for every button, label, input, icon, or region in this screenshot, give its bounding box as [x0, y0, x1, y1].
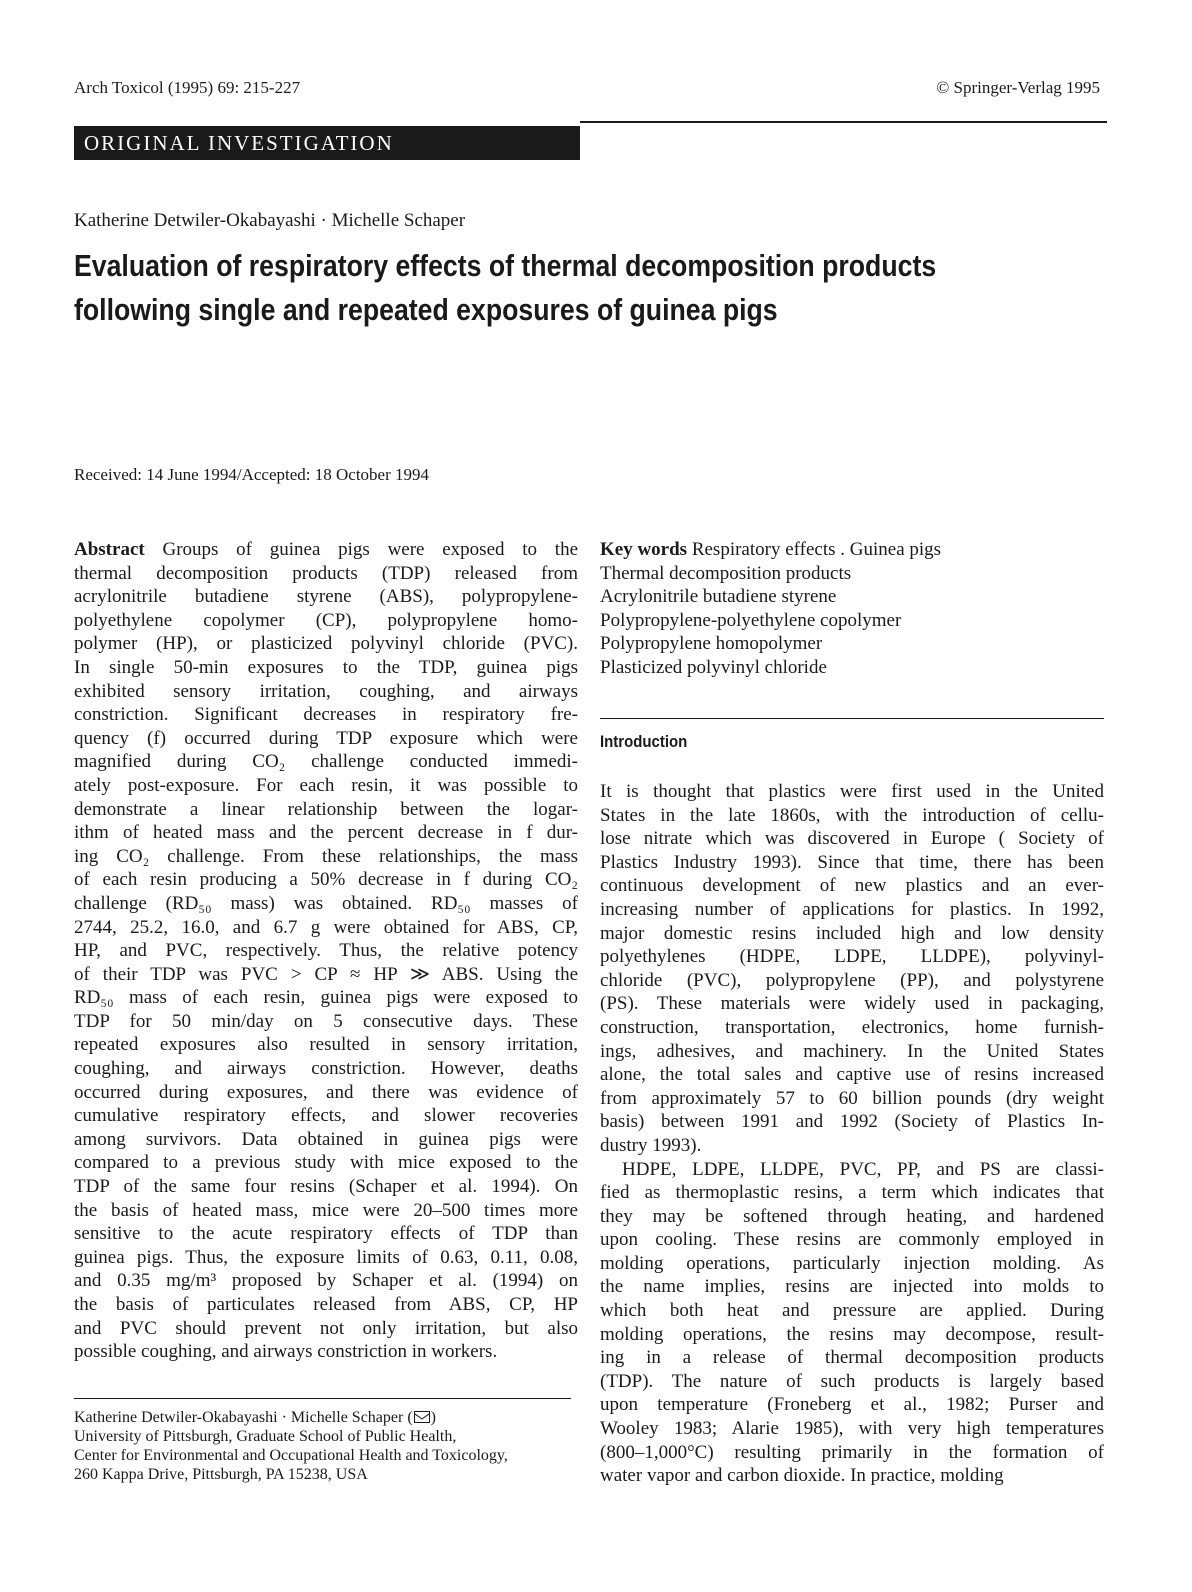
text-line: guinea pigs. Thus, the exposure limits of 0.63, 0.11, 0.08, — [74, 1246, 578, 1268]
text-line-content: Groups of guinea pigs were exposed to the — [162, 539, 578, 560]
text-line: increasing number of applications for plastics. In 1992, — [600, 898, 1104, 920]
text-line: upon cooling. These resins are commonly employed in — [600, 1229, 1104, 1251]
abstract-label: Abstract — [74, 539, 145, 560]
text-line: alone, the total sales and captive use of resins increased — [600, 1064, 1104, 1086]
received-dates: Received: 14 June 1994/Accepted: 18 October 1994 — [74, 465, 430, 484]
affiliation-line: University of Pittsburgh, Graduate School of Public Health, — [74, 1428, 457, 1445]
affiliation-line: Center for Environmental and Occupational Health and Toxicology, — [74, 1447, 508, 1464]
text-line: continuous development of new plastics and an ever- — [600, 875, 1104, 897]
keyword: Polypropylene homopolymer — [600, 633, 823, 655]
text-line: basis) between 1991 and 1992 (Society of Plastics In- — [600, 1111, 1104, 1133]
text-line: magnified during CO₂ challenge conducted immedi- — [74, 751, 578, 773]
author-affiliation — [74, 1408, 508, 1484]
article-title — [74, 244, 977, 332]
text-line: the name implies, resins are injected into molds to — [600, 1276, 1104, 1298]
affiliation-names: Katherine Detwiler-Okabayashi · Michelle Schaper ( ) — [74, 1409, 436, 1426]
text-line: (PS). These materials were widely used in packaging, — [600, 993, 1104, 1015]
text-line: and 0.35 mg/m³ proposed by Schaper et al. (1994) on — [74, 1270, 578, 1292]
keyword: Thermal decomposition products — [600, 562, 852, 584]
text-line: TDP for 50 min/day on 5 consecutive days. These — [74, 1010, 578, 1032]
text-line: HP, and PVC, respectively. Thus, the relative potency — [74, 940, 578, 962]
keywords-label: Key words — [600, 539, 688, 560]
abstract — [74, 538, 578, 1364]
title-line: Evaluation of respiratory effects of thermal decomposition products — [74, 248, 937, 283]
text-line: upon temperature (Froneberg et al., 1982; Purser and — [600, 1394, 1104, 1416]
section-divider — [600, 718, 1104, 719]
text-line: occurred during exposures, and there was evidence of — [74, 1081, 578, 1103]
text-line: States in the late 1860s, with the introduction of cellu- — [600, 804, 1104, 826]
affiliation-line: 260 Kappa Drive, Pittsburgh, PA 15238, USA — [74, 1466, 368, 1483]
text-line: cumulative respiratory effects, and slower recoveries — [74, 1105, 578, 1127]
text-line: possible coughing, and airways constriction in workers. — [74, 1341, 498, 1363]
text-line: coughing, and airways constriction. However, deaths — [74, 1058, 578, 1080]
text-line: sensitive to the acute respiratory effects of TDP than — [74, 1223, 578, 1245]
text-line: It is thought that plastics were first used in the United — [600, 781, 1104, 802]
text-line: TDP of the same four resins (Schaper et al. 1994). On — [74, 1176, 578, 1198]
text-line: (TDP). The nature of such products is largely based — [600, 1370, 1104, 1392]
text-line: In single 50-min exposures to the TDP, guinea pigs — [74, 656, 578, 678]
text-line: RD₅₀ mass of each resin, guinea pigs were exposed to — [74, 987, 578, 1009]
author-line: Katherine Detwiler-Okabayashi · Michelle Schaper — [74, 210, 466, 231]
text-line: of their TDP was PVC > CP ≈ HP ≫ ABS. Using the — [74, 963, 578, 985]
envelope-icon — [414, 1411, 430, 1423]
keywords-first-line — [600, 538, 941, 562]
text-line: the basis of heated mass, mice were 20–500 times more — [74, 1199, 578, 1221]
text-line: the basis of particulates released from ABS, CP, HP — [74, 1294, 578, 1315]
text-line: ing in a release of thermal decomposition products — [600, 1347, 1104, 1369]
text-line: fied as thermoplastic resins, a term which indicates that — [600, 1182, 1104, 1204]
text-line: Wooley 1983; Alarie 1985), with very high temperatures — [600, 1418, 1104, 1440]
text-line: molding operations, particularly injection molding. As — [600, 1252, 1104, 1274]
text-line: among survivors. Data obtained in guinea pigs were — [74, 1128, 578, 1150]
text-line: ithm of heated mass and the percent decrease in f dur- — [74, 822, 578, 844]
footnote-rule — [74, 1398, 571, 1399]
text-line: repeated exposures also resulted in sensory irritation, — [74, 1034, 578, 1056]
text-line: and PVC should prevent not only irritation, but also — [74, 1317, 578, 1339]
text-line: ing CO₂ challenge. From these relationships, the mass — [74, 845, 578, 867]
text-line — [74, 538, 578, 562]
text-line: which both heat and pressure are applied. During — [600, 1300, 1104, 1322]
text-line: 2744, 25.2, 16.0, and 6.7 g were obtained for ABS, CP, — [74, 916, 578, 938]
text-line: dustry 1993). — [600, 1134, 702, 1156]
journal-reference: Arch Toxicol (1995) 69: 215-227 — [74, 78, 301, 97]
text-line: acrylonitrile butadiene styrene (ABS), polypropylene- — [74, 586, 578, 608]
text-line: of each resin producing a 50% decrease in f during CO₂ — [74, 869, 578, 891]
text-line: they may be softened through heating, and hardened — [600, 1205, 1104, 1227]
text-line: water vapor and carbon dioxide. In practice, molding — [600, 1465, 1004, 1487]
text-line: polymer (HP), or plasticized polyvinyl chloride (PVC). — [74, 633, 578, 655]
title-line: following single and repeated exposures of guinea pigs — [74, 292, 778, 327]
section-label: ORIGINAL INVESTIGATION — [74, 126, 580, 160]
text-line: demonstrate a linear relationship between the logar- — [74, 798, 578, 820]
text-line: chloride (PVC), polypropylene (PP), and polystyrene — [600, 969, 1104, 991]
text-line: molding operations, the resins may decompose, result- — [600, 1323, 1104, 1345]
text-line: challenge (RD₅₀ mass) was obtained. RD₅₀ masses of — [74, 892, 578, 914]
text-line: compared to a previous study with mice exposed to the — [74, 1152, 578, 1174]
text-line: from approximately 57 to 60 billion pounds (dry weight — [600, 1087, 1104, 1109]
text-line: lose nitrate which was discovered in Europe ( Society of — [600, 828, 1104, 850]
text-line: polyethylene copolymer (CP), polypropylene homo- — [74, 609, 578, 631]
text-line: ately post-exposure. For each resin, it was possible to — [74, 774, 578, 796]
copyright-notice: © Springer-Verlag 1995 — [936, 78, 1100, 97]
text-line: (800–1,000°C) resulting primarily in the formation of — [600, 1441, 1104, 1463]
text-line: polyethylenes (HDPE, LDPE, LLDPE), polyvinyl- — [600, 946, 1104, 968]
text-line: major domestic resins included high and low density — [600, 922, 1104, 944]
text-line: thermal decomposition products (TDP) released from — [74, 562, 578, 584]
keyword: Polypropylene-polyethylene copolymer — [600, 609, 902, 631]
text-line: HDPE, LDPE, LLDPE, PVC, PP, and PS are classi- — [622, 1158, 1104, 1180]
keyword: Acrylonitrile butadiene styrene — [600, 586, 837, 608]
text-line: quency (f) occurred during TDP exposure which were — [74, 727, 578, 749]
keyword: Plasticized polyvinyl chloride — [600, 656, 827, 678]
header-rule — [580, 121, 1107, 123]
introduction-heading: Introduction — [600, 732, 688, 751]
keyword: Respiratory effects . Guinea pigs — [691, 539, 942, 560]
text-line: construction, transportation, electronics, home furnish- — [600, 1016, 1104, 1038]
introduction-body — [600, 780, 1104, 1488]
text-line: ings, adhesives, and machinery. In the United States — [600, 1040, 1104, 1062]
text-line: Plastics Industry 1993). Since that time, there has been — [600, 851, 1104, 873]
text-line: exhibited sensory irritation, coughing, and airways — [74, 680, 578, 702]
text-line: constriction. Significant decreases in respiratory fre- — [74, 704, 578, 726]
keywords — [600, 538, 941, 680]
